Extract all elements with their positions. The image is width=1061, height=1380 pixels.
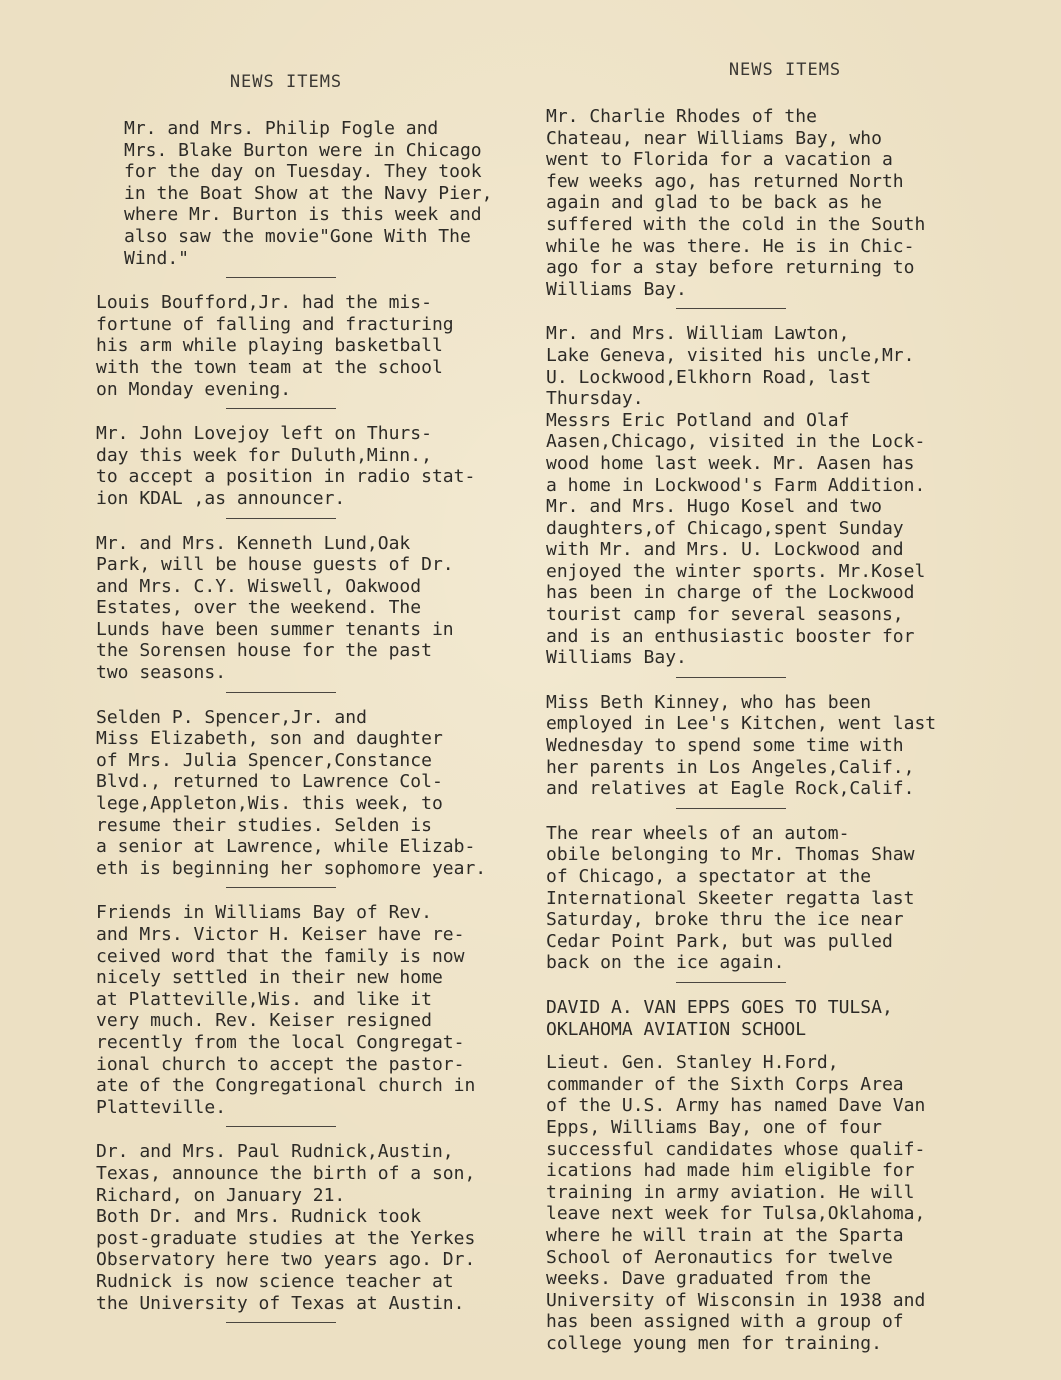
divider xyxy=(226,1322,336,1323)
divider xyxy=(226,408,336,409)
left-column xyxy=(96,60,536,1337)
news-item-kinney: Miss Beth Kinney, who has been employed in Lee's Kitchen, went last Wednesday to spend some time with her parents in Los Angeles,Calif., and relatives at Eagle Rock,Calif. xyxy=(546,691,937,800)
news-item-lovejoy: Mr. John Lovejoy left on Thurs- day this week for Duluth,Minn., to accept a position in radio stat- ion KDAL ,as announcer. xyxy=(96,423,476,509)
divider xyxy=(226,277,336,278)
right-column-heading: NEWS ITEMS xyxy=(728,60,842,80)
news-item-spencer: Selden P. Spencer,Jr. and Miss Elizabeth, son and daughter of Mrs. Julia Spencer,Constance Blvd., returned to Lawrence Col- lege,Appleton,Wis. this week, to resume their studies. Selden is a senior at Lawrence, while Elizab- eth is beginning her sophomore year. xyxy=(96,706,487,879)
news-item-rudnick: Dr. and Mrs. Paul Rudnick,Austin, Texas, announce the birth of a son, Richard, on January 21. Both Dr. and Mrs. Rudnick took post-graduate studies at the Yerkes Observatory here two years ago. Dr. Rudnick is now science teacher at the University of Texas at Austin. xyxy=(96,1141,476,1314)
news-item-lund: Mr. and Mrs. Kenneth Lund,Oak Park, will be house guests of Dr. and Mrs. C.Y. Wiswell, Oakwood Estates, over the weekend. The Lunds have been summer tenants in the Sorensen house for the past two seasons. xyxy=(96,532,454,684)
divider xyxy=(676,808,786,809)
article-headline: DAVID A. VAN EPPS GOES TO TULSA, OKLAHOMA AVIATION SCHOOL xyxy=(546,996,893,1040)
divider xyxy=(226,692,336,693)
news-item-shaw: The rear wheels of an autom- obile belonging to Mr. Thomas Shaw of Chicago, a spectator at the International Skeeter regatta last Saturday, broke thru the ice near Cedar Point Park, but was pulled back on the ice again. xyxy=(546,822,915,974)
news-item-lawton-lockwood: Mr. and Mrs. William Lawton, Lake Geneva, visited his uncle,Mr. U. Lockwood,Elkhorn Road, last Thursday. Messrs Eric Potland and Olaf Aasen,Chicago, visited in the Lock- wood home last week. Mr. Aasen has a home in Lockwood's Farm Addition. Mr. and Mrs. Hugo Kosel and two daughters,of Chicago,spent Sunday with Mr. and Mrs. U. Lockwood and enjoyed the winter sports. Mr.Kosel has been in charge of the Lockwood tourist camp for several seasons, and is an enthusiastic booster for Williams Bay. xyxy=(546,323,926,669)
divider xyxy=(676,308,786,309)
news-item-fogle-burton: Mr. and Mrs. Philip Fogle and Mrs. Blake Burton were in Chicago for the day on Tuesday. They took in the Boat Show at the Navy Pier, where Mr. Burton is this week and also saw the movie"Gone With The Wind." xyxy=(124,118,493,269)
news-item-rhodes: Mr. Charlie Rhodes of the Chateau, near Williams Bay, who went to Florida for a vacation a few weeks ago, has returned North again and glad to be back as he suffered with the cold in the South while he was there. He is in Chic- ago for a stay before returning to Williams Bay. xyxy=(546,106,926,300)
article-body-van-epps: Lieut. Gen. Stanley H.Ford, commander of the Sixth Corps Area of the U.S. Army has named Dave Van Epps, Williams Bay, one of four successful candidates whose qualif- ications had made him eligible for training in army aviation. He will leave next week for Tulsa,Oklahoma, where he will train at the Sparta School of Aeronautics for twelve weeks. Dave graduated from the University of Wisconsin in 1938 and has been assigned with a group of college young men for training. xyxy=(546,1052,926,1354)
news-item-boufford: Louis Boufford,Jr. had the mis- fortune of falling and fracturing his arm while playing basketball with the town team at the school on Monday evening. xyxy=(96,292,454,400)
divider xyxy=(226,1126,336,1127)
right-column xyxy=(546,60,1004,1354)
divider xyxy=(676,982,786,983)
divider xyxy=(226,518,336,519)
divider xyxy=(676,677,786,678)
left-column-heading: NEWS ITEMS xyxy=(229,72,343,92)
news-item-keiser: Friends in Williams Bay of Rev. and Mrs. Victor H. Keiser have re- ceived word that the family is now nicely settled in their new home at Platteville,Wis. and like it very much. Rev. Keiser resigned recently from the local Congregat- ional church to accept the pastor- ate of the Congregational church in Platteville. xyxy=(96,902,476,1118)
divider xyxy=(226,887,336,888)
